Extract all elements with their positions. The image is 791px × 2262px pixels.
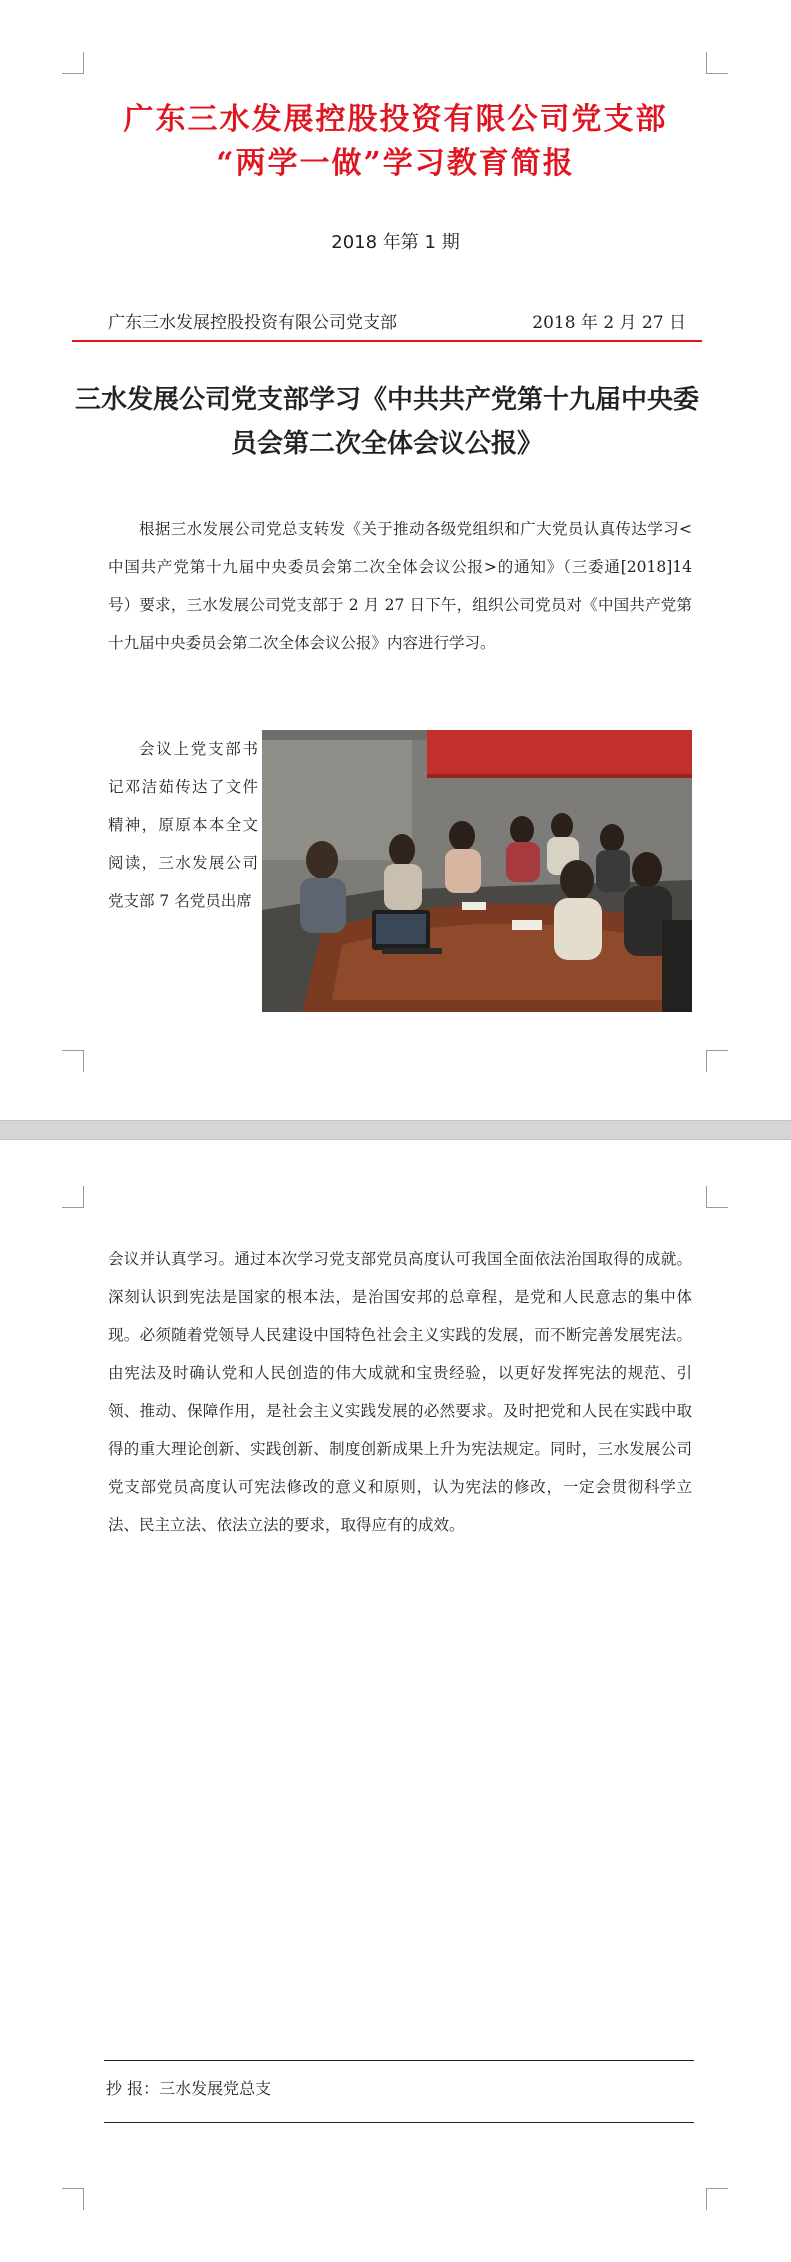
margin-corner-bottom-left [62, 2188, 84, 2210]
bulletin-title-line2: “两学一做”学习教育简报 [216, 146, 575, 181]
margin-corner-bottom-left [62, 1050, 84, 1072]
meeting-photo [262, 730, 692, 1012]
publisher-line [108, 308, 686, 333]
meeting-photo-illustration [262, 730, 692, 1012]
footer-rule-top [104, 2060, 694, 2061]
document-page-1 [0, 0, 791, 1120]
publisher-org: 广东三水发展控股投资有限公司党支部 [108, 313, 397, 333]
margin-corner-bottom-right [706, 2188, 728, 2210]
article-side-text: 会议上党支部书记邓洁茹传达了文件精神，原原本本全文阅读，三水发展公司党支部 7 名党员出席 [108, 740, 258, 910]
margin-corner-top-left [62, 52, 84, 74]
issue-number: 2018 年第 1 期 [331, 232, 460, 253]
article-paragraph-1: 根据三水发展公司党总支转发《关于推动各级党组织和广大党员认真传达学习<中国共产党第十九届中央委员会第二次全体会议公报>的通知》（三委通[2018]14 号）要求，三水发展公司党支部于 2 月 27 日下午，组织公司党员对《中国共产党第十九届中央委员会第二次全体会议公报》内容进行学习。 [108, 520, 692, 652]
margin-corner-top-left [62, 1186, 84, 1208]
margin-corner-top-right [706, 1186, 728, 1208]
publish-date: 2018 年 2 月 27 日 [532, 313, 686, 333]
footer-rule-bottom [104, 2122, 694, 2123]
copy-to-line: 抄 报：三水发展党总支 [106, 2079, 272, 2098]
header-divider [72, 340, 702, 342]
article-paragraph-2: 会议并认真学习。通过本次学习党支部党员高度认可我国全面依法治国取得的成就。深刻认识到宪法是国家的根本法，是治国安邦的总章程，是党和人民意志的集中体现。必须随着党领导人民建设中国特色社会主义实践的发展，而不断完善发展宪法。由宪法及时确认党和人民创造的伟大成就和宝贵经验，以更好发挥宪法的规范、引领、推动、保障作用，是社会主义实践发展的必然要求。及时把党和人民在实践中取得的重大理论创新、实践创新、制度创新成果上升为宪法规定。同时，三水发展公司党支部党员高度认可宪法修改的意义和原则，认为宪法的修改，一定会贯彻科学立法、民主立法、依法立法的要求，取得应有的成效。 [108, 1250, 692, 1534]
bulletin-title-line1: 广东三水发展控股投资有限公司党支部 [123, 102, 668, 137]
page-separator [0, 1120, 791, 1140]
margin-corner-bottom-right [706, 1050, 728, 1072]
photo-row [108, 730, 692, 1012]
margin-corner-top-right [706, 52, 728, 74]
article-title: 三水发展公司党支部学习《中共共产党第十九届中央委员会第二次全体会议公报》 [74, 385, 699, 459]
